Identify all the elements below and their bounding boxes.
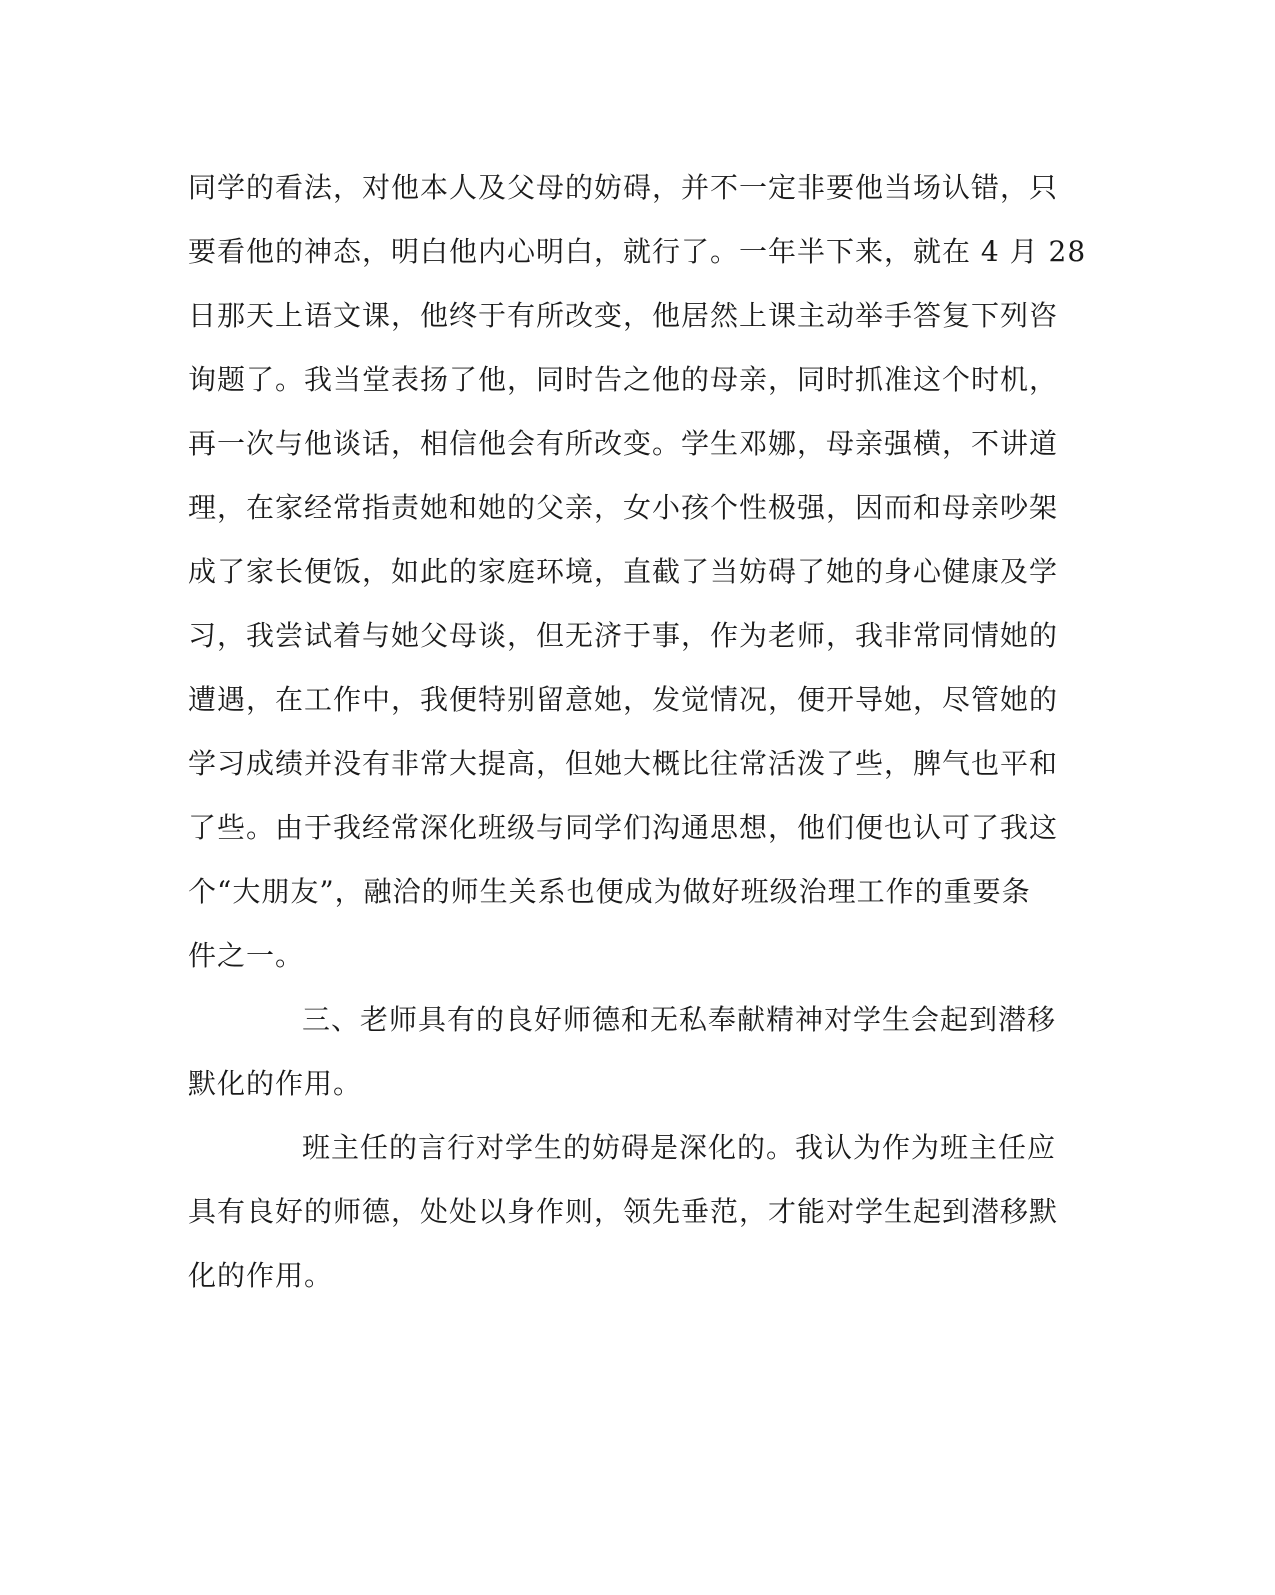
paragraph-2-line: 具有良好的师德，处处以身作则，领先垂范，才能对学生起到潜移默 <box>188 1195 1059 1228</box>
paragraph-2-line: 班主任的言行对学生的妨碍是深化的。我认为作为班主任应 <box>302 1131 1057 1164</box>
paragraph-1-line: 成了家长便饭，如此的家庭环境，直截了当妨碍了她的身心健康及学 <box>188 555 1059 588</box>
paragraph-1-line: 学习成绩并没有非常大提高，但她大概比往常活泼了些，脾气也平和 <box>188 747 1059 780</box>
paragraph-1-line: 同学的看法，对他本人及父母的妨碍，并不一定非要他当场认错，只 <box>188 171 1059 204</box>
paragraph-1-line: 再一次与他谈话，相信他会有所改变。学生邓娜，母亲强横，不讲道 <box>188 427 1059 460</box>
paragraph-1-line: 理，在家经常指责她和她的父亲，女小孩个性极强，因而和母亲吵架 <box>188 491 1059 524</box>
paragraph-1-line: 要看他的神态，明白他内心明白，就行了。一年半下来，就在 4 月 28 <box>188 235 1087 268</box>
paragraph-1-line: 件之一。 <box>188 939 305 972</box>
paragraph-1-line: 遭遇，在工作中，我便特别留意她，发觉情况，便开导她，尽管她的 <box>188 683 1059 716</box>
paragraph-2-line: 化的作用。 <box>188 1259 334 1292</box>
paragraph-1-line: 日那天上语文课，他终于有所改变，他居然上课主动举手答复下列咨 <box>188 299 1059 332</box>
paragraph-1-line: 了些。由于我经常深化班级与同学们沟通思想，他们便也认可了我这 <box>188 811 1059 844</box>
section-3-heading-line: 默化的作用。 <box>188 1067 363 1100</box>
paragraph-1-line: 询题了。我当堂表扬了他，同时告之他的母亲，同时抓准这个时机， <box>188 363 1059 396</box>
paragraph-1-line: 个“大朋友”，融洽的师生关系也便成为做好班级治理工作的重要条 <box>188 875 1031 908</box>
section-3-heading-line: 三、老师具有的良好师德和无私奉献精神对学生会起到潜移 <box>302 1003 1057 1036</box>
paragraph-1-line: 习，我尝试着与她父母谈，但无济于事，作为老师，我非常同情她的 <box>188 619 1059 652</box>
